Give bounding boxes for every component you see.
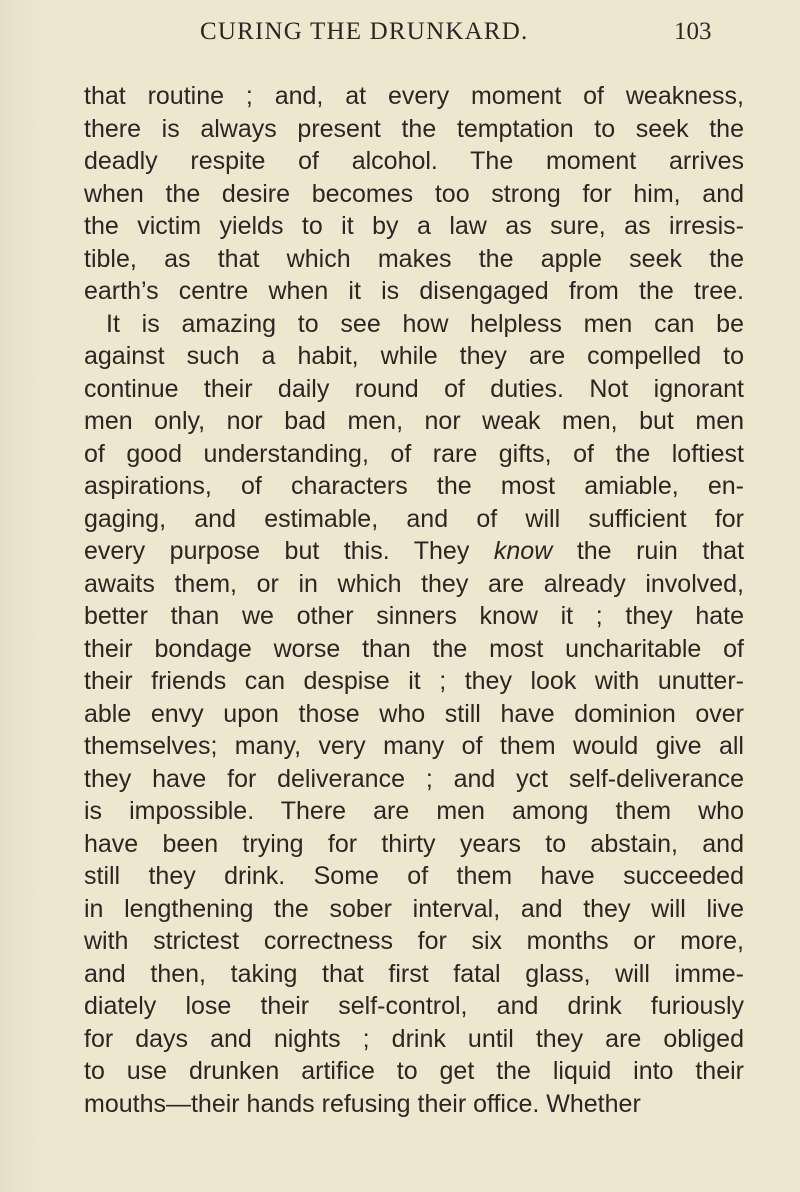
text-line: have been trying for thirty years to abstain, and <box>84 829 744 858</box>
text-line: and then, taking that first fatal glass, will imme- <box>84 959 744 988</box>
text-segment: the ruin that <box>576 537 745 565</box>
text-line: able envy upon those who still have dominion over <box>84 699 744 728</box>
text-line-with-emphasis <box>84 535 744 568</box>
text-line: gaging, and estimable, and of will sufficient for <box>84 504 744 533</box>
text-line: aspirations, of characters the most amiable, en- <box>84 472 744 500</box>
text-line: mouths—their hands refusing their office. Whether <box>84 1089 641 1118</box>
text-line: when the desire becomes too strong for him, and <box>84 179 744 208</box>
text-line: they have for deliverance ; and yct self-deliverance <box>84 764 744 793</box>
text-line: of good understanding, of rare gifts, of the loftiest <box>84 439 744 468</box>
text-line: earth’s centre when it is disengaged from the tree. <box>84 277 744 305</box>
text-line: with strictest correctness for six months or more, <box>84 927 744 955</box>
text-line: in lengthening the sober interval, and they will live <box>84 894 744 923</box>
text-line: their friends can despise it ; they look with unutter- <box>84 667 744 695</box>
text-line: for days and nights ; drink until they are obliged <box>84 1024 744 1053</box>
text-line: is impossible. There are men among them who <box>84 797 744 825</box>
text-line: there is always present the temptation to seek the <box>84 114 744 143</box>
text-line: It is amazing to see how helpless men can be <box>106 309 744 338</box>
text-line: that routine ; and, at every moment of weakness, <box>84 82 744 110</box>
emphasis-know: know <box>493 537 553 565</box>
text-line: awaits them, or in which they are already involved, <box>84 569 744 598</box>
text-line: better than we other sinners know it ; they hate <box>84 602 744 630</box>
text-line: to use drunken artifice to get the liquid into their <box>84 1057 744 1085</box>
text-line: diately lose their self-control, and drink furiously <box>84 992 744 1020</box>
text-line: deadly respite of alcohol. The moment arrives <box>84 147 744 175</box>
text-line: the victim yields to it by a law as sure, as irresis- <box>84 212 744 240</box>
text-segment: every purpose but this. They <box>84 537 470 565</box>
page-number: 103 <box>674 18 712 45</box>
body-text <box>84 80 744 1120</box>
text-line: men only, nor bad men, nor weak men, but men <box>84 407 744 435</box>
text-line: themselves; many, very many of them would give all <box>84 732 744 760</box>
running-head <box>0 18 800 58</box>
page-title: CURING THE DRUNKARD. <box>200 18 529 45</box>
text-line: against such a habit, while they are compelled to <box>84 342 744 370</box>
text-line: tible, as that which makes the apple seek the <box>84 244 744 273</box>
text-line: still they drink. Some of them have succeeded <box>84 862 744 890</box>
text-line: their bondage worse than the most uncharitable of <box>84 634 744 663</box>
text-line: continue their daily round of duties. Not ignorant <box>84 374 744 403</box>
